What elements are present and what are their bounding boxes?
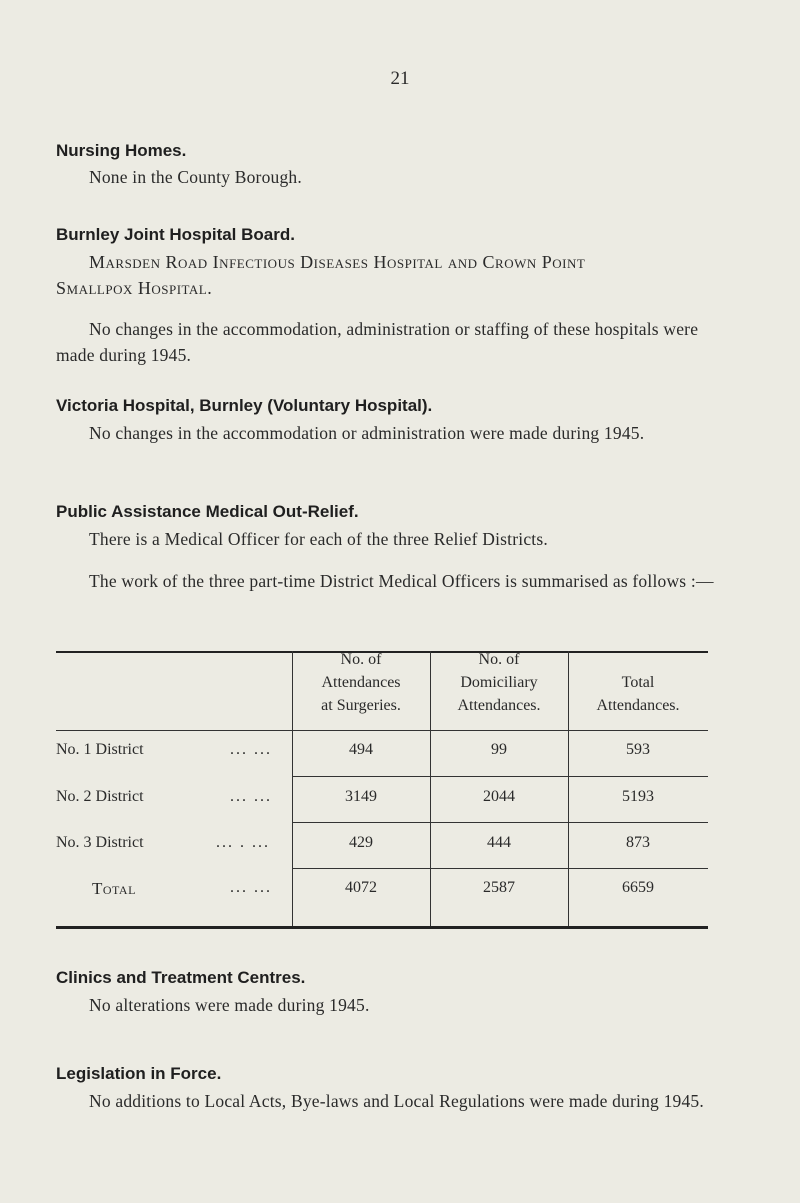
cell-domiciliary-total: 2587	[483, 879, 515, 896]
nursing-homes-heading: Nursing Homes.	[56, 141, 187, 160]
marsden-road-subheading-line1: Marsden Road Infectious Diseases Hospital and Crown Point	[89, 252, 586, 272]
header-domiciliary: No. of Domiciliary Attendances.	[457, 651, 541, 714]
relief-districts-text: There is a Medical Officer for each of the three Relief Districts.	[89, 529, 548, 549]
victoria-hospital-text: No changes in the accommodation or administration were made during 1945.	[89, 423, 645, 443]
row-rule	[292, 776, 708, 777]
cell-surgeries: 494	[349, 741, 373, 758]
leader-dots: ... ...	[230, 741, 272, 758]
marsden-road-subheading-line2: Smallpox Hospital.	[56, 278, 213, 298]
cell-domiciliary: 2044	[483, 788, 515, 805]
table-bottom-rule	[56, 926, 708, 929]
clinics-heading: Clinics and Treatment Centres.	[56, 968, 306, 987]
cell-domiciliary: 444	[487, 834, 511, 851]
row-rule	[292, 822, 708, 823]
leader-dots: ... . ...	[216, 834, 270, 851]
cell-surgeries: 429	[349, 834, 373, 851]
cell-total: 5193	[622, 788, 654, 805]
header-surgeries: No. of Attendances at Surgeries.	[321, 651, 401, 714]
cell-domiciliary: 99	[491, 741, 507, 758]
legislation-text: No additions to Local Acts, Bye-laws and Local Regulations were made during 1945.	[89, 1091, 704, 1111]
cell-surgeries-total: 4072	[345, 879, 377, 896]
table-row-label: No. 3 District	[56, 834, 144, 851]
table-row-label-total: Total	[92, 879, 136, 898]
relief-summary-text: The work of the three part-time District Medical Officers is summarised as follows :—	[89, 571, 714, 591]
leader-dots: ... ...	[230, 879, 272, 896]
row-rule	[292, 868, 708, 869]
burnley-board-heading: Burnley Joint Hospital Board.	[56, 225, 295, 244]
header-total: Total Attendances.	[596, 674, 680, 714]
cell-grand-total: 6659	[622, 879, 654, 896]
cell-total: 873	[626, 834, 650, 851]
public-assistance-heading: Public Assistance Medical Out-Relief.	[56, 502, 359, 521]
burnley-board-text: No changes in the accommodation, administration or staffing of these hospitals were made during 1945.	[56, 319, 699, 365]
nursing-homes-text: None in the County Borough.	[89, 167, 302, 187]
table-row-label: No. 2 District	[56, 788, 144, 805]
legislation-heading: Legislation in Force.	[56, 1064, 222, 1083]
cell-total: 593	[626, 741, 650, 758]
page-number: 21	[390, 68, 410, 89]
table-row-label: No. 1 District	[56, 741, 144, 758]
header-rule	[56, 730, 708, 731]
clinics-text: No alterations were made during 1945.	[89, 995, 370, 1015]
cell-surgeries: 3149	[345, 788, 377, 805]
leader-dots: ... ...	[230, 788, 272, 805]
victoria-hospital-heading: Victoria Hospital, Burnley (Voluntary Hospital).	[56, 396, 433, 415]
